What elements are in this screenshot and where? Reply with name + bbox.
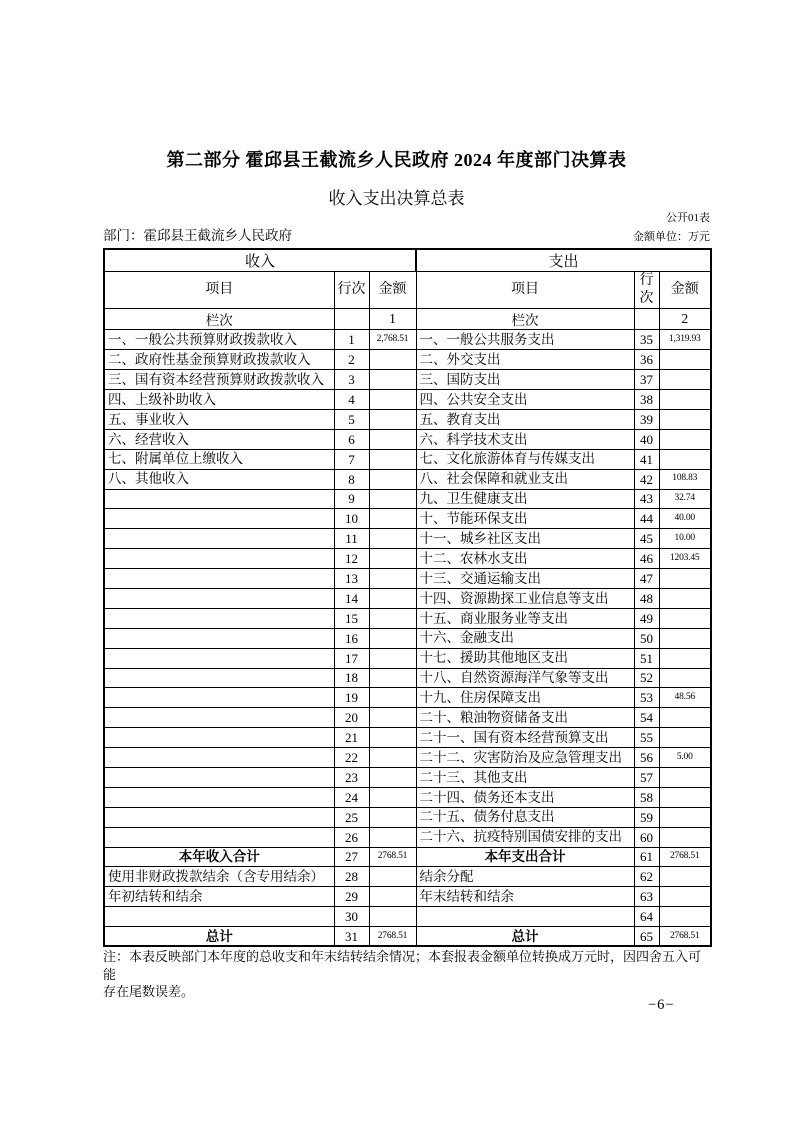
income-item-cell (104, 807, 334, 827)
table-row (104, 469, 711, 489)
income-rowno-cell: 27 (334, 847, 369, 867)
income-item-cell (104, 668, 334, 688)
income-rowno-cell: 3 (334, 370, 369, 390)
table-row (104, 648, 711, 668)
income-amount-cell (369, 787, 416, 807)
income-amount-cell: 2768.51 (369, 927, 416, 947)
expense-section-header: 支出 (416, 249, 711, 272)
expense-item-cell: 十七、援助其他地区支出 (416, 648, 634, 668)
income-item-cell (104, 767, 334, 787)
income-rowno-cell: 19 (334, 688, 369, 708)
income-item-cell (104, 688, 334, 708)
table-row (104, 847, 711, 867)
income-amount-column-header: 金额 (369, 272, 416, 309)
expense-rowno-cell: 47 (634, 569, 659, 589)
expense-rowno-cell: 35 (634, 330, 659, 350)
amount-unit-label: 金额单位：万元 (633, 231, 710, 243)
expense-rowno-cell: 65 (634, 927, 659, 947)
table-row (104, 409, 711, 429)
income-amount-cell (369, 390, 416, 410)
expense-item-cell: 七、文化旅游体育与传媒支出 (416, 449, 634, 469)
income-rowno-cell: 4 (334, 390, 369, 410)
public-table-code: 公开01表 (666, 212, 710, 224)
expense-amount-cell (659, 350, 711, 370)
income-item-cell: 本年收入合计 (104, 847, 334, 867)
income-amount-cell (369, 608, 416, 628)
footnote-line-2: 存在尾数误差。 (103, 984, 195, 999)
expense-item-cell: 十一、城乡社区支出 (416, 529, 634, 549)
income-rowno-cell: 21 (334, 728, 369, 748)
income-rowno-cell: 12 (334, 549, 369, 569)
income-amount-cell: 2768.51 (369, 847, 416, 867)
expense-amount-cell (659, 807, 711, 827)
expense-item-cell: 十二、农林水支出 (416, 549, 634, 569)
income-rowno-cell: 6 (334, 429, 369, 449)
income-rowno-cell: 9 (334, 489, 369, 509)
expense-item-cell: 十、节能环保支出 (416, 509, 634, 529)
expense-lanci-label: 栏次 (416, 309, 634, 330)
income-rowno-cell: 15 (334, 608, 369, 628)
expense-rowno-cell: 44 (634, 509, 659, 529)
expense-rowno-cell: 60 (634, 827, 659, 847)
expense-item-cell: 八、社会保障和就业支出 (416, 469, 634, 489)
expense-item-cell: 五、教育支出 (416, 409, 634, 429)
expense-amount-cell (659, 628, 711, 648)
income-item-cell (104, 628, 334, 648)
table-row (104, 787, 711, 807)
income-column-index: 1 (369, 309, 416, 330)
income-amount-cell (369, 469, 416, 489)
income-item-cell: 年初结转和结余 (104, 887, 334, 907)
table-row (104, 489, 711, 509)
income-item-cell (104, 529, 334, 549)
table-row (104, 588, 711, 608)
income-item-cell (104, 489, 334, 509)
income-item-cell: 总计 (104, 927, 334, 947)
income-section-header: 收入 (104, 249, 416, 272)
income-item-cell (104, 787, 334, 807)
income-amount-cell (369, 429, 416, 449)
expense-amount-cell: 1203.45 (659, 549, 711, 569)
income-item-cell: 八、其他收入 (104, 469, 334, 489)
expense-rowno-column-header: 行次 (634, 272, 659, 309)
income-rowno-cell: 28 (334, 867, 369, 887)
expense-item-cell: 二十六、抗疫特别国债安排的支出 (416, 827, 634, 847)
income-amount-cell (369, 708, 416, 728)
expense-rowno-cell: 58 (634, 787, 659, 807)
expense-rowno-cell: 55 (634, 728, 659, 748)
income-amount-cell (369, 668, 416, 688)
expense-item-cell: 二十二、灾害防治及应急管理支出 (416, 748, 634, 768)
income-item-cell (104, 708, 334, 728)
expense-amount-cell (659, 588, 711, 608)
expense-amount-cell (659, 708, 711, 728)
income-rowno-cell: 8 (334, 469, 369, 489)
expense-rowno-cell: 48 (634, 588, 659, 608)
table-row (104, 370, 711, 390)
expense-amount-cell: 48.56 (659, 688, 711, 708)
income-rowno-column-header: 行次 (334, 272, 369, 309)
expense-item-cell: 十四、资源勘探工业信息等支出 (416, 588, 634, 608)
income-amount-cell (369, 449, 416, 469)
income-item-cell (104, 588, 334, 608)
expense-amount-cell (659, 827, 711, 847)
income-rowno-cell: 14 (334, 588, 369, 608)
table-row (104, 927, 711, 947)
expense-item-cell: 二十四、债务还本支出 (416, 787, 634, 807)
expense-rowno-cell: 39 (634, 409, 659, 429)
income-rowno-cell: 29 (334, 887, 369, 907)
expense-rowno-cell: 40 (634, 429, 659, 449)
income-item-cell (104, 608, 334, 628)
expense-item-cell: 六、科学技术支出 (416, 429, 634, 449)
expense-amount-cell (659, 449, 711, 469)
income-amount-cell (369, 728, 416, 748)
table-row (104, 608, 711, 628)
expense-item-cell: 二十五、债务付息支出 (416, 807, 634, 827)
income-rowno-cell: 13 (334, 569, 369, 589)
expense-item-cell: 二、外交支出 (416, 350, 634, 370)
income-rowno-cell: 11 (334, 529, 369, 549)
income-rowno-cell: 31 (334, 927, 369, 947)
expense-item-cell: 十六、金融支出 (416, 628, 634, 648)
income-item-cell: 四、上级补助收入 (104, 390, 334, 410)
income-rowno-cell: 16 (334, 628, 369, 648)
expense-amount-cell (659, 390, 711, 410)
income-amount-cell (369, 529, 416, 549)
income-rowno-cell: 2 (334, 350, 369, 370)
table-row (104, 907, 711, 927)
income-rowno-cell: 22 (334, 748, 369, 768)
expense-rowno-cell: 63 (634, 887, 659, 907)
expense-item-cell: 四、公共安全支出 (416, 390, 634, 410)
expense-amount-cell: 1,319.93 (659, 330, 711, 350)
expense-item-cell: 十九、住房保障支出 (416, 688, 634, 708)
expense-amount-cell (659, 409, 711, 429)
income-amount-cell (369, 907, 416, 927)
income-lanci-label: 栏次 (104, 309, 334, 330)
income-amount-cell (369, 569, 416, 589)
expense-item-cell: 二十三、其他支出 (416, 767, 634, 787)
income-amount-cell (369, 370, 416, 390)
table-row (104, 708, 711, 728)
table-row (104, 390, 711, 410)
expense-amount-cell: 32.74 (659, 489, 711, 509)
income-item-cell: 六、经营收入 (104, 429, 334, 449)
expense-item-cell (416, 907, 634, 927)
expense-rowno-cell: 52 (634, 668, 659, 688)
income-amount-cell (369, 867, 416, 887)
expense-rowno-cell: 61 (634, 847, 659, 867)
income-item-cell: 二、政府性基金预算财政拨款收入 (104, 350, 334, 370)
expense-amount-cell (659, 648, 711, 668)
income-rowno-cell: 1 (334, 330, 369, 350)
expense-amount-cell (659, 429, 711, 449)
income-item-cell: 七、附属单位上缴收入 (104, 449, 334, 469)
expense-rowno-cell: 50 (634, 628, 659, 648)
expense-item-cell: 十八、自然资源海洋气象等支出 (416, 668, 634, 688)
income-amount-cell (369, 648, 416, 668)
income-amount-cell (369, 688, 416, 708)
expense-rowno-cell: 46 (634, 549, 659, 569)
income-amount-cell (369, 549, 416, 569)
expense-column-index: 2 (659, 309, 711, 330)
income-item-cell (104, 748, 334, 768)
income-item-cell: 使用非财政拨款结余（含专用结余） (104, 867, 334, 887)
expense-rowno-cell: 36 (634, 350, 659, 370)
income-amount-cell: 2,768.51 (369, 330, 416, 350)
income-amount-cell (369, 748, 416, 768)
department-label: 部门：霍邱县王截流乡人民政府 (103, 228, 292, 243)
expense-item-column-header: 项目 (416, 272, 634, 309)
expense-rowno-cell: 56 (634, 748, 659, 768)
expense-amount-cell: 2768.51 (659, 927, 711, 947)
income-rowno-cell: 30 (334, 907, 369, 927)
income-item-cell: 五、事业收入 (104, 409, 334, 429)
income-amount-cell (369, 807, 416, 827)
expense-amount-cell (659, 370, 711, 390)
table-row (104, 807, 711, 827)
income-item-cell: 一、一般公共预算财政拨款收入 (104, 330, 334, 350)
expense-rowno-cell: 42 (634, 469, 659, 489)
expense-rowno-cell: 49 (634, 608, 659, 628)
expense-amount-cell: 40.00 (659, 509, 711, 529)
expense-item-cell: 结余分配 (416, 867, 634, 887)
expense-amount-cell: 2768.51 (659, 847, 711, 867)
income-rowno-cell: 20 (334, 708, 369, 728)
table-meta-row (103, 224, 710, 244)
expense-amount-cell (659, 887, 711, 907)
income-item-cell (104, 728, 334, 748)
table-row (104, 688, 711, 708)
expense-rowno-cell: 59 (634, 807, 659, 827)
income-amount-cell (369, 409, 416, 429)
expense-amount-cell (659, 728, 711, 748)
income-item-cell (104, 648, 334, 668)
income-rowno-cell: 18 (334, 668, 369, 688)
expense-rowno-cell: 37 (634, 370, 659, 390)
expense-item-cell: 十五、商业服务业等支出 (416, 608, 634, 628)
expense-amount-cell: 5.00 (659, 748, 711, 768)
table-row (104, 529, 711, 549)
table-row (104, 549, 711, 569)
expense-amount-cell (659, 907, 711, 927)
income-item-cell: 三、国有资本经营预算财政拨款收入 (104, 370, 334, 390)
expense-item-cell: 总计 (416, 927, 634, 947)
expense-amount-column-header: 金额 (659, 272, 711, 309)
table-row (104, 668, 711, 688)
expense-rowno-cell: 57 (634, 767, 659, 787)
income-amount-cell (369, 350, 416, 370)
expense-amount-cell (659, 569, 711, 589)
income-amount-cell (369, 588, 416, 608)
expense-item-cell: 二十、粮油物资储备支出 (416, 708, 634, 728)
income-rowno-cell: 5 (334, 409, 369, 429)
income-expense-summary-table (103, 248, 712, 947)
expense-rowno-cell: 43 (634, 489, 659, 509)
expense-amount-cell (659, 608, 711, 628)
income-amount-cell (369, 767, 416, 787)
expense-rowno-cell: 41 (634, 449, 659, 469)
income-rowno-cell: 7 (334, 449, 369, 469)
table-row (104, 449, 711, 469)
expense-item-cell: 三、国防支出 (416, 370, 634, 390)
expense-item-cell: 十三、交通运输支出 (416, 569, 634, 589)
page-number: −6− (648, 997, 675, 1013)
income-item-cell (104, 509, 334, 529)
expense-rowno-cell: 62 (634, 867, 659, 887)
income-rowno-cell: 17 (334, 648, 369, 668)
income-rowno-cell: 24 (334, 787, 369, 807)
table-title: 收入支出决算总表 (328, 189, 465, 208)
income-item-cell (104, 549, 334, 569)
expense-amount-cell (659, 867, 711, 887)
income-amount-cell (369, 489, 416, 509)
income-amount-cell (369, 628, 416, 648)
expense-rowno-cell: 53 (634, 688, 659, 708)
expense-rowno-cell: 64 (634, 907, 659, 927)
expense-amount-cell: 108.83 (659, 469, 711, 489)
expense-rowno-cell: 45 (634, 529, 659, 549)
table-row (104, 429, 711, 449)
table-row (104, 509, 711, 529)
expense-amount-cell: 10.00 (659, 529, 711, 549)
income-item-cell (104, 569, 334, 589)
expense-item-cell: 二十一、国有资本经营预算支出 (416, 728, 634, 748)
expense-item-cell: 本年支出合计 (416, 847, 634, 867)
income-item-cell (104, 827, 334, 847)
income-rowno-cell: 25 (334, 807, 369, 827)
income-item-column-header: 项目 (104, 272, 334, 309)
table-footnote (103, 948, 710, 1001)
expense-amount-cell (659, 767, 711, 787)
income-lanci-rowno-blank (334, 309, 369, 330)
table-row (104, 350, 711, 370)
income-amount-cell (369, 887, 416, 907)
table-row (104, 728, 711, 748)
expense-rowno-cell: 38 (634, 390, 659, 410)
table-row (104, 887, 711, 907)
income-item-cell (104, 907, 334, 927)
table-row (104, 330, 711, 350)
table-row (104, 867, 711, 887)
income-rowno-cell: 26 (334, 827, 369, 847)
expense-item-cell: 一、一般公共服务支出 (416, 330, 634, 350)
document-title: 第二部分 霍邱县王截流乡人民政府 2024 年度部门决算表 (166, 150, 627, 170)
income-amount-cell (369, 827, 416, 847)
table-row (104, 628, 711, 648)
expense-lanci-rowno-blank (634, 309, 659, 330)
expense-rowno-cell: 54 (634, 708, 659, 728)
expense-item-cell: 九、卫生健康支出 (416, 489, 634, 509)
income-rowno-cell: 23 (334, 767, 369, 787)
expense-amount-cell (659, 787, 711, 807)
footnote-line-1: 注：本表反映部门本年度的总收支和年末结转结余情况；本套报表金额单位转换成万元时，因四舍五入可能 (103, 949, 702, 982)
table-row (104, 767, 711, 787)
table-row (104, 827, 711, 847)
expense-item-cell: 年末结转和结余 (416, 887, 634, 907)
table-row (104, 569, 711, 589)
expense-amount-cell (659, 668, 711, 688)
expense-rowno-cell: 51 (634, 648, 659, 668)
income-rowno-cell: 10 (334, 509, 369, 529)
table-row (104, 748, 711, 768)
income-amount-cell (369, 509, 416, 529)
